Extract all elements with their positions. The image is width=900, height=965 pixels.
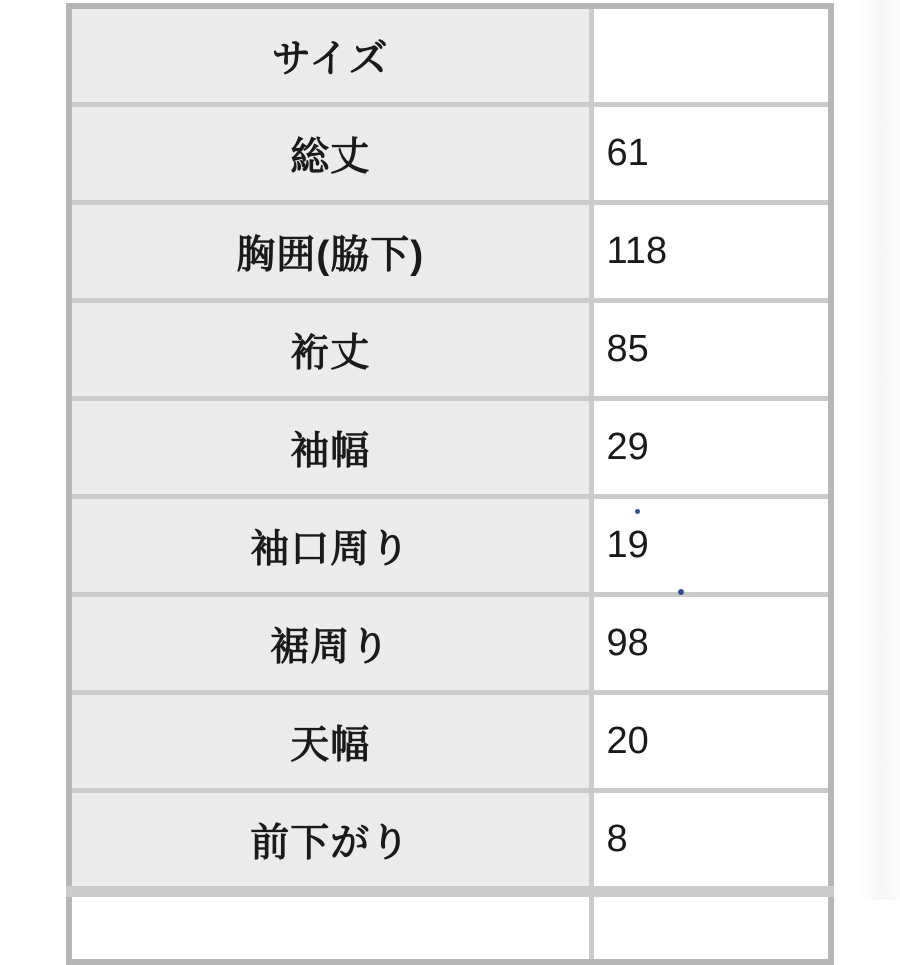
table-row-neck-width [69, 693, 831, 791]
row-label: 袖口周り [69, 497, 591, 595]
table-row-total-length [69, 105, 831, 203]
partial-cell-right [591, 892, 831, 963]
size-chart-header-row [69, 6, 831, 105]
row-value: 8 [591, 791, 831, 892]
row-value: 61 [591, 105, 831, 203]
size-header-value [591, 6, 831, 105]
row-label: 裄丈 [69, 301, 591, 399]
photo-edge-shade [858, 0, 900, 900]
row-label: 総丈 [69, 105, 591, 203]
row-label: 裾周り [69, 595, 591, 693]
row-label: 天幅 [69, 693, 591, 791]
table-row-front-drop [69, 791, 831, 892]
speck-dot [635, 509, 640, 514]
row-value: 20 [591, 693, 831, 791]
speck-dot [678, 589, 684, 595]
table-row-sleeve-width [69, 399, 831, 497]
table-row-partial [69, 892, 831, 963]
row-value: 85 [591, 301, 831, 399]
row-value: 118 [591, 203, 831, 301]
row-label: 袖幅 [69, 399, 591, 497]
row-value: 98 [591, 595, 831, 693]
row-label: 胸囲(脇下) [69, 203, 591, 301]
table-row-hem [69, 595, 831, 693]
size-header-label: サイズ [69, 6, 591, 105]
size-chart-table [66, 3, 834, 965]
row-value: 19 [591, 497, 831, 595]
table-row-chest [69, 203, 831, 301]
table-row-sleeve-length [69, 301, 831, 399]
table-row-cuff [69, 497, 831, 595]
row-label: 前下がり [69, 791, 591, 892]
partial-cell-left [69, 892, 591, 963]
row-value: 29 [591, 399, 831, 497]
